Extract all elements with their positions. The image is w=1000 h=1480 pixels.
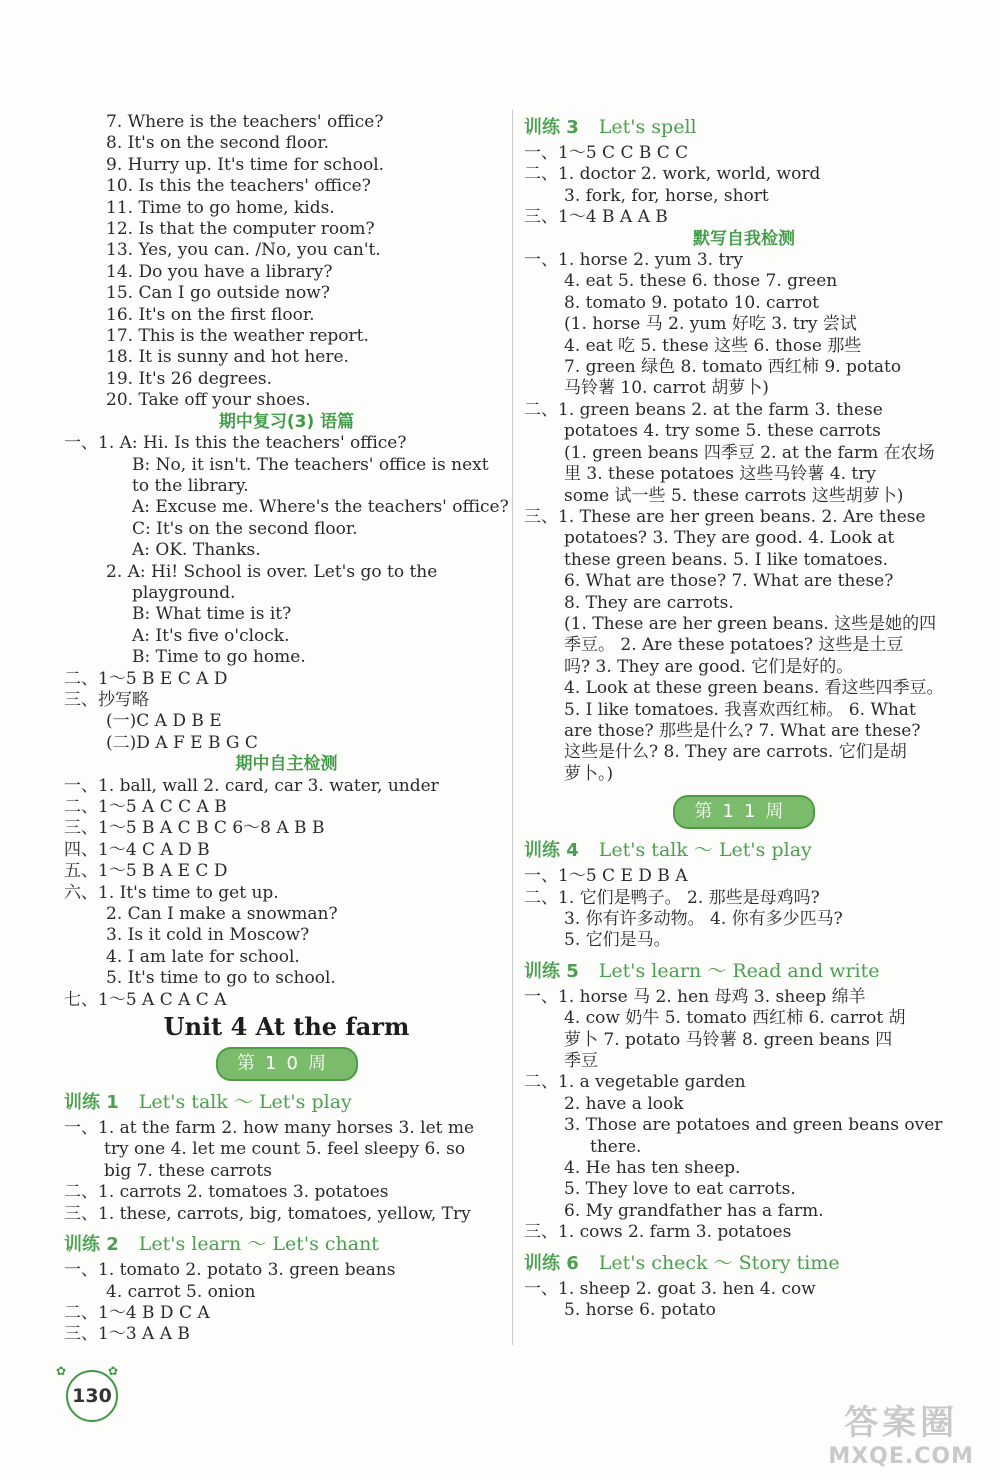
answer-line: (一)C A D B E <box>106 711 222 732</box>
answer-line: 5. horse 6. potato <box>564 1300 716 1321</box>
answer-line: 5. 它们是马。 <box>564 930 671 951</box>
page-number: 130 <box>66 1370 118 1422</box>
section-label: 训练 6 <box>524 1252 579 1274</box>
answer-line: 二、1～4 B D C A <box>64 1302 210 1323</box>
answer-line: 4. eat 吃 5. these 这些 6. those 那些 <box>564 335 862 356</box>
answer-line: 6. What are those? 7. What are these? <box>564 571 894 592</box>
answer-line: 三、1. These are her green beans. 2. Are these <box>524 506 926 527</box>
leaf-icon: ✿ <box>108 1364 119 1378</box>
answer-line: 这些是什么? 8. They are carrots. 它们是胡 <box>564 742 907 763</box>
answer-line: 2. have a look <box>564 1093 684 1114</box>
answer-line: these green beans. 5. I like tomatoes. <box>564 549 889 570</box>
midterm-review-heading: 期中复习(3) 语篇 <box>218 411 355 432</box>
answer-line: A: OK. Thanks. <box>132 540 261 561</box>
leaf-icon: ✿ <box>56 1364 67 1378</box>
answer-line: 一、1. horse 马 2. hen 母鸡 3. sheep 绵羊 <box>524 986 866 1007</box>
answer-line: 里 3. these potatoes 这些马铃薯 4. try <box>564 464 876 485</box>
left-column <box>64 112 509 1346</box>
answer-line: 17. This is the weather report. <box>106 326 369 347</box>
answer-line: 三、1～4 B A A B <box>524 207 668 228</box>
answer-line: 三、1. cows 2. farm 3. potatoes <box>524 1222 792 1243</box>
answer-line: 六、1. It's time to get up. <box>64 882 279 903</box>
watermark-logo: 答案圈 <box>844 1403 959 1443</box>
answer-line: there. <box>590 1136 642 1157</box>
section-title: Let's learn ～ Let's chant <box>138 1233 379 1256</box>
answer-line: 萝卜。) <box>564 763 614 784</box>
answer-line: 7. green 绿色 8. tomato 西红柿 9. potato <box>564 357 902 378</box>
watermark <box>828 1395 974 1469</box>
answer-line: 3. 你有许多动物。 4. 你有多少匹马? <box>564 909 843 929</box>
section-title: Let's spell <box>598 116 697 138</box>
week-banner: 第10周 <box>216 1047 358 1081</box>
watermark-url: MXQE.COM <box>828 1444 974 1469</box>
answer-line: 萝卜 7. potato 马铃薯 8. green beans 四 <box>564 1029 893 1050</box>
answer-line: are those? 那些是什么? 7. What are these? <box>564 720 921 741</box>
answer-line: 一、1. horse 2. yum 3. try <box>524 250 744 271</box>
answer-line: 二、1～5 B E C A D <box>64 668 228 689</box>
section-label: 训练 5 <box>524 960 579 982</box>
answer-line: (1. These are her green beans. 这些是她的四 <box>564 613 937 634</box>
answer-line: 16. It's on the first floor. <box>106 304 315 325</box>
answer-line: 一、1. sheep 2. goat 3. hen 4. cow <box>524 1278 816 1299</box>
answer-line: 二、1. doctor 2. work, world, word <box>524 164 821 185</box>
answer-line: 19. It's 26 degrees. <box>106 368 273 389</box>
answer-line: 三、1～3 A A B <box>64 1324 190 1345</box>
answer-line: 8. tomato 9. potato 10. carrot <box>564 292 820 313</box>
section-heading <box>524 956 964 987</box>
answer-line: A: It's five o'clock. <box>132 625 290 646</box>
answer-line: 吗? 3. They are good. 它们是好的。 <box>564 656 854 677</box>
answer-line: playground. <box>132 582 236 603</box>
answer-line: 五、1～5 B A E C D <box>64 861 228 882</box>
answer-line: 三、1～5 B A C B C 6～8 A B B <box>64 818 325 839</box>
answer-line: 5. They love to eat carrots. <box>564 1179 796 1200</box>
dictation-heading: 默写自我检测 <box>693 228 795 249</box>
answer-line: 2. A: Hi! School is over. Let's go to the <box>106 561 438 582</box>
answer-line: big 7. these carrots <box>104 1160 272 1181</box>
section-label: 训练 2 <box>64 1234 119 1256</box>
answer-line: 七、1～5 A C A C A <box>64 989 227 1010</box>
week-banner: 第11周 <box>673 795 815 829</box>
section-heading <box>524 835 964 866</box>
answer-line: 二、1. carrots 2. tomatoes 3. potatoes <box>64 1182 389 1203</box>
answer-line: 2. Can I make a snowman? <box>106 904 338 925</box>
answer-line: to the library. <box>132 475 249 496</box>
answer-line: 11. Time to go home, kids. <box>106 197 335 218</box>
answer-line: 4. Look at these green beans. 看这些四季豆。 <box>564 678 944 699</box>
section-heading <box>524 1248 964 1279</box>
answer-line: 二、1. green beans 2. at the farm 3. these <box>524 399 883 420</box>
midterm-test-heading: 期中自主检测 <box>235 754 338 775</box>
answer-line: B: Time to go home. <box>132 647 306 668</box>
section-title: Let's talk ～ Let's play <box>138 1091 352 1114</box>
answer-line: 四、1～4 C A D B <box>64 839 210 860</box>
section-title: Let's learn ～ Read and write <box>598 959 880 982</box>
section-heading <box>64 1087 509 1118</box>
answer-line: A: Excuse me. Where's the teachers' office? <box>132 497 509 518</box>
section-heading <box>64 1229 509 1260</box>
answer-line: 一、1. A: Hi. Is this the teachers' office? <box>64 433 407 454</box>
answer-line: 18. It is sunny and hot here. <box>106 347 349 368</box>
section-label: 训练 4 <box>524 840 579 862</box>
answer-line: 5. I like tomatoes. 我喜欢西红柿。 6. What <box>564 699 916 720</box>
answer-line: 一、1～5 C E D B A <box>524 866 688 887</box>
answer-line: 一、1～5 C C B C C <box>524 143 689 163</box>
answer-line: potatoes 4. try some 5. these carrots <box>564 421 881 442</box>
section-title: Let's check ～ Story time <box>598 1251 840 1274</box>
answer-line: 5. It's time to go to school. <box>106 968 336 989</box>
answer-line: try one 4. let me count 5. feel sleepy 6. so <box>104 1139 466 1160</box>
answer-line: 一、1. at the farm 2. how many horses 3. let me <box>64 1118 475 1139</box>
answer-line: 15. Can I go outside now? <box>106 283 330 304</box>
answer-line: 9. Hurry up. It's time for school. <box>106 154 385 175</box>
answer-line: (1. horse 马 2. yum 好吃 3. try 尝试 <box>564 314 857 335</box>
answer-line: 二、1. a vegetable garden <box>524 1072 746 1093</box>
answer-line: 4. I am late for school. <box>106 946 300 967</box>
right-column <box>524 112 964 1322</box>
section-title: Let's talk ～ Let's play <box>598 839 812 862</box>
answer-line: 3. fork, for, horse, short <box>564 185 769 206</box>
answer-line: C: It's on the second floor. <box>132 518 358 539</box>
answer-line: 一、1. ball, wall 2. card, car 3. water, under <box>64 775 439 796</box>
answer-line: (1. green beans 四季豆 2. at the farm 在农场 <box>564 442 935 463</box>
answer-line: 4. He has ten sheep. <box>564 1158 741 1179</box>
column-divider <box>512 110 513 1345</box>
answer-line: B: What time is it? <box>132 604 292 625</box>
section-label: 训练 1 <box>64 1092 119 1114</box>
answer-line: 季豆 <box>564 1051 598 1072</box>
unit-title: Unit 4 At the farm <box>163 1012 410 1042</box>
answer-line: 4. carrot 5. onion <box>106 1281 256 1302</box>
answer-line: 4. cow 奶牛 5. tomato 西红柿 6. carrot 胡 <box>564 1008 906 1029</box>
section-heading <box>524 112 964 143</box>
answer-line: 马铃薯 10. carrot 胡萝卜) <box>564 378 769 399</box>
answer-line: B: No, it isn't. The teachers' office is next <box>132 454 489 475</box>
answer-line: 12. Is that the computer room? <box>106 219 375 240</box>
answer-line: 3. Is it cold in Moscow? <box>106 925 310 946</box>
answer-line: (二)D A F E B G C <box>106 732 258 753</box>
answer-line: 一、1. tomato 2. potato 3. green beans <box>64 1260 396 1281</box>
answer-line: 7. Where is the teachers' office? <box>106 112 384 132</box>
answer-line: some 试一些 5. these carrots 这些胡萝卜) <box>564 485 904 506</box>
answer-line: 三、抄写略 <box>64 689 149 710</box>
answer-line: 三、1. these, carrots, big, tomatoes, yellow, Try <box>64 1203 471 1224</box>
answer-line: 4. eat 5. these 6. those 7. green <box>564 271 838 292</box>
answer-line: 3. Those are potatoes and green beans over <box>564 1115 943 1136</box>
answer-line: 14. Do you have a library? <box>106 261 333 282</box>
section-label: 训练 3 <box>524 117 579 138</box>
answer-line: 20. Take off your shoes. <box>106 390 311 411</box>
answer-line: 10. Is this the teachers' office? <box>106 176 371 197</box>
answer-line: 二、1. 它们是鸭子。 2. 那些是母鸡吗? <box>524 887 820 908</box>
answer-line: 8. It's on the second floor. <box>106 133 330 154</box>
answer-line: 13. Yes, you can. /No, you can't. <box>106 240 381 261</box>
answer-line: 6. My grandfather has a farm. <box>564 1200 824 1221</box>
answer-line: potatoes? 3. They are good. 4. Look at <box>564 528 895 549</box>
answer-line: 季豆。 2. Are these potatoes? 这些是土豆 <box>564 635 904 656</box>
answer-line: 二、1～5 A C C A B <box>64 797 227 817</box>
answer-line: 8. They are carrots. <box>564 592 734 613</box>
